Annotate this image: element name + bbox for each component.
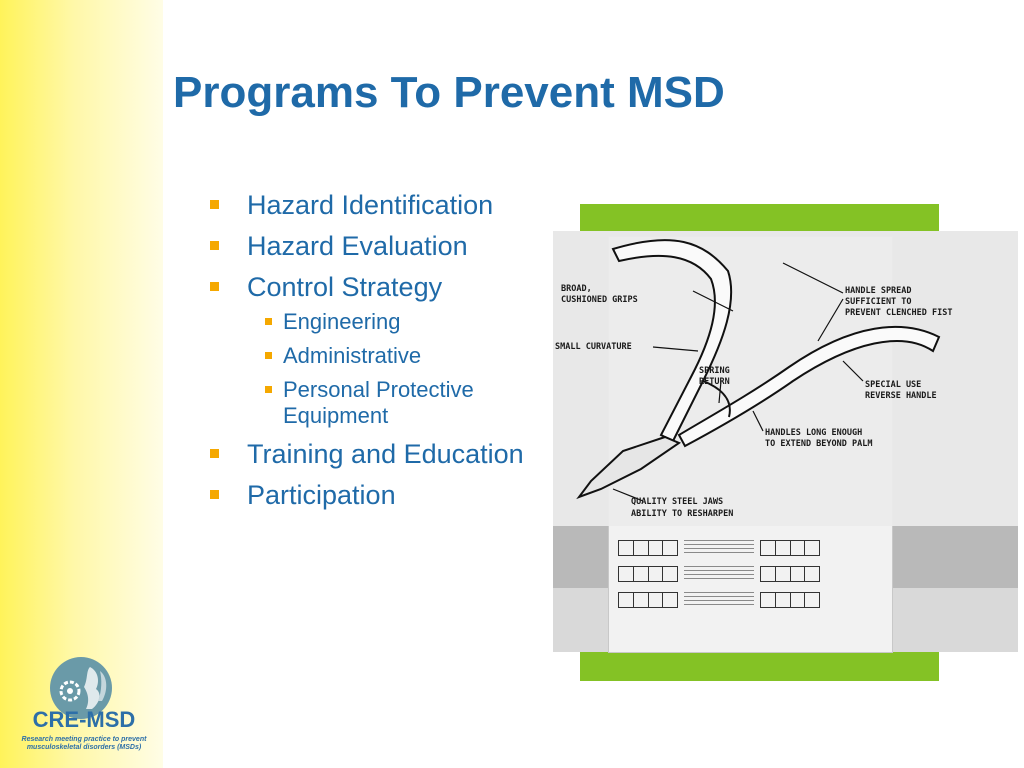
logo-brand-text: CRE-MSD: [32, 707, 136, 732]
bullet-control-strategy: [210, 272, 530, 429]
bullet-hazard-evaluation: [210, 231, 530, 262]
sub-bullet-ppe: [247, 377, 530, 429]
bullet-square-icon: [210, 282, 219, 291]
sub-bullet-list: [247, 309, 530, 429]
annotation-spring: SPRING: [699, 366, 730, 376]
bullet-label: Training and Education: [247, 439, 524, 469]
bullet-square-icon: [265, 318, 272, 325]
annotation-reverse-handle: REVERSE HANDLE: [865, 391, 937, 401]
sub-bullet-label: Administrative: [283, 343, 422, 368]
cre-msd-logo: [16, 655, 152, 760]
annotation-small-curvature: SMALL CURVATURE: [555, 342, 632, 352]
pliers-diagram: [553, 231, 1018, 526]
bullet-participation: [210, 480, 530, 511]
bullet-square-icon: [210, 490, 219, 499]
bullet-label: Hazard Identification: [247, 190, 494, 220]
bullet-square-icon: [210, 241, 219, 250]
annotation-cushioned-grips: CUSHIONED GRIPS: [561, 295, 638, 305]
annotation-special-use: SPECIAL USE: [865, 380, 922, 390]
annotation-broad: BROAD,: [561, 284, 592, 294]
annotation-quality-jaws: QUALITY STEEL JAWS: [631, 497, 724, 507]
sub-bullet-label: Personal Protective Equipment: [283, 377, 474, 428]
bullet-hazard-identification: [210, 190, 530, 221]
bullet-label: Hazard Evaluation: [247, 231, 468, 261]
sub-bullet-engineering: [247, 309, 530, 335]
bullet-label: Control Strategy: [247, 272, 443, 302]
annotation-handle-spread: HANDLE SPREAD: [845, 286, 912, 296]
bullet-list: [210, 190, 530, 521]
sub-bullet-administrative: [247, 343, 530, 369]
worksheet-table: [618, 540, 880, 618]
sub-bullet-label: Engineering: [283, 309, 401, 334]
annotation-return: RETURN: [699, 377, 730, 387]
bullet-square-icon: [265, 352, 272, 359]
annotation-handles-long: HANDLES LONG ENOUGH: [765, 428, 863, 438]
annotation-resharpen: ABILITY TO RESHARPEN: [631, 509, 734, 519]
logo-tagline: Research meeting practice to prevent musculoskeletal disorders (MSDs): [21, 736, 147, 751]
bullet-label: Participation: [247, 480, 396, 510]
bullet-square-icon: [210, 449, 219, 458]
bullet-training-education: [210, 439, 530, 470]
bullet-square-icon: [265, 386, 272, 393]
annotation-prevent-fist: PREVENT CLENCHED FIST: [845, 308, 953, 318]
annotation-extend-beyond: TO EXTEND BEYOND PALM: [765, 439, 873, 449]
annotation-sufficient: SUFFICIENT TO: [845, 297, 912, 307]
bullet-square-icon: [210, 200, 219, 209]
yellow-sidebar: [0, 0, 163, 768]
slide-title: Programs To Prevent MSD: [173, 68, 725, 117]
